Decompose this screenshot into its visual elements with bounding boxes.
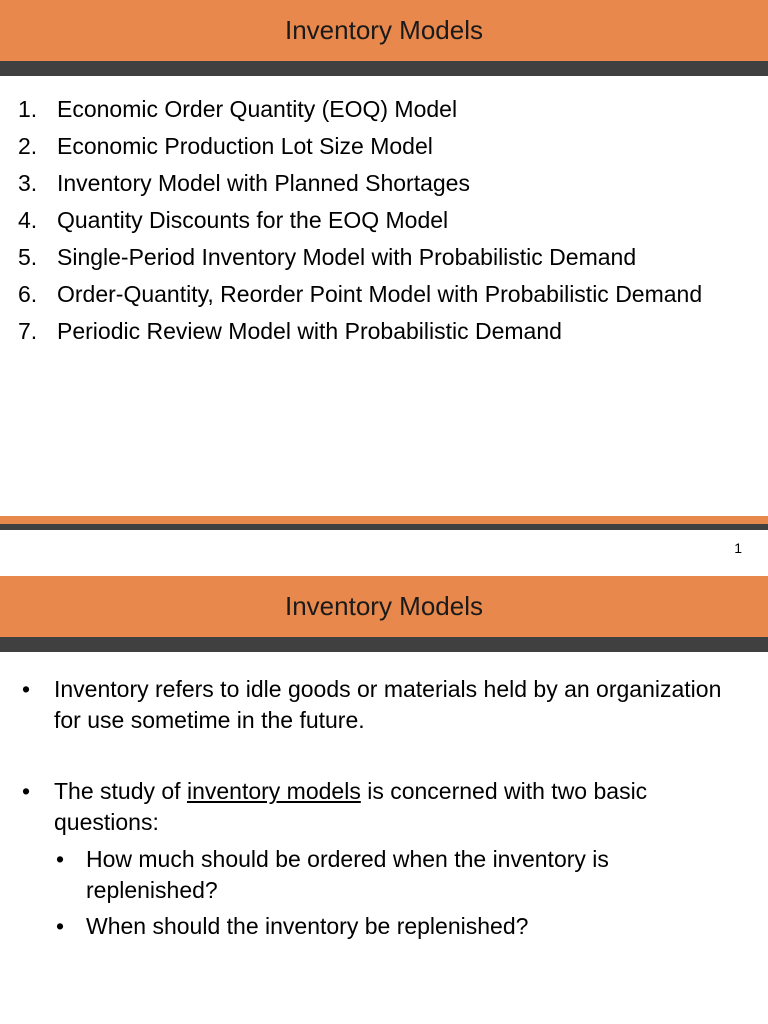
model-list [18, 94, 748, 353]
list-item [18, 168, 748, 199]
sub-bullet-text: How much should be ordered when the inventory is replenished? [86, 846, 609, 903]
bullet-item [22, 674, 742, 736]
list-item [18, 279, 748, 310]
bullet-item [22, 776, 742, 838]
list-item [18, 242, 748, 273]
page-number: 1 [734, 540, 742, 556]
slide-1-footer-dark-band [0, 524, 768, 530]
list-number: 4. [18, 207, 38, 233]
sub-bullet-item [56, 844, 742, 906]
bullet-marker: • [56, 846, 65, 872]
bullet-marker: • [22, 676, 31, 702]
list-item [18, 316, 748, 347]
list-text: Order-Quantity, Reorder Point Model with Probabilistic Demand [57, 281, 703, 307]
list-number: 1. [18, 96, 38, 122]
list-text: Single-Period Inventory Model with Probabilistic Demand [57, 244, 637, 270]
bullet-text [54, 776, 742, 838]
slide-1-title-underband [0, 61, 768, 76]
underlined-term: inventory models [186, 778, 361, 804]
bullet-text-end: is concerned with two basic questions: [54, 778, 648, 835]
sub-bullet-list [56, 844, 742, 942]
slide-2-body [22, 674, 742, 947]
bullet-marker: • [56, 913, 65, 939]
sub-bullet-text: When should the inventory be replenished? [86, 913, 529, 939]
slide-2-title: Inventory Models [0, 576, 768, 637]
bullet-marker: • [22, 778, 31, 804]
list-number: 2. [18, 133, 38, 159]
list-number: 7. [18, 318, 38, 344]
list-number: 5. [18, 244, 38, 270]
list-text: Quantity Discounts for the EOQ Model [57, 207, 449, 233]
list-text: Economic Production Lot Size Model [57, 133, 433, 159]
slide-2-title-underband [0, 637, 768, 652]
list-text: Economic Order Quantity (EOQ) Model [57, 96, 458, 122]
list-item [18, 131, 748, 162]
bullet-text: Inventory refers to idle goods or materials held by an organization for use sometime in the future. [54, 676, 722, 733]
slide-1-footer-orange-band [0, 516, 768, 524]
list-text: Inventory Model with Planned Shortages [57, 170, 470, 196]
bullet-text-start: The study of [54, 778, 187, 804]
slide-2 [0, 576, 768, 1024]
sub-bullet-item [56, 911, 742, 942]
list-item [18, 205, 748, 236]
list-number: 6. [18, 281, 38, 307]
list-text: Periodic Review Model with Probabilistic Demand [57, 318, 562, 344]
list-number: 3. [18, 170, 38, 196]
slide-1-title: Inventory Models [0, 0, 768, 61]
list-item [18, 94, 748, 125]
